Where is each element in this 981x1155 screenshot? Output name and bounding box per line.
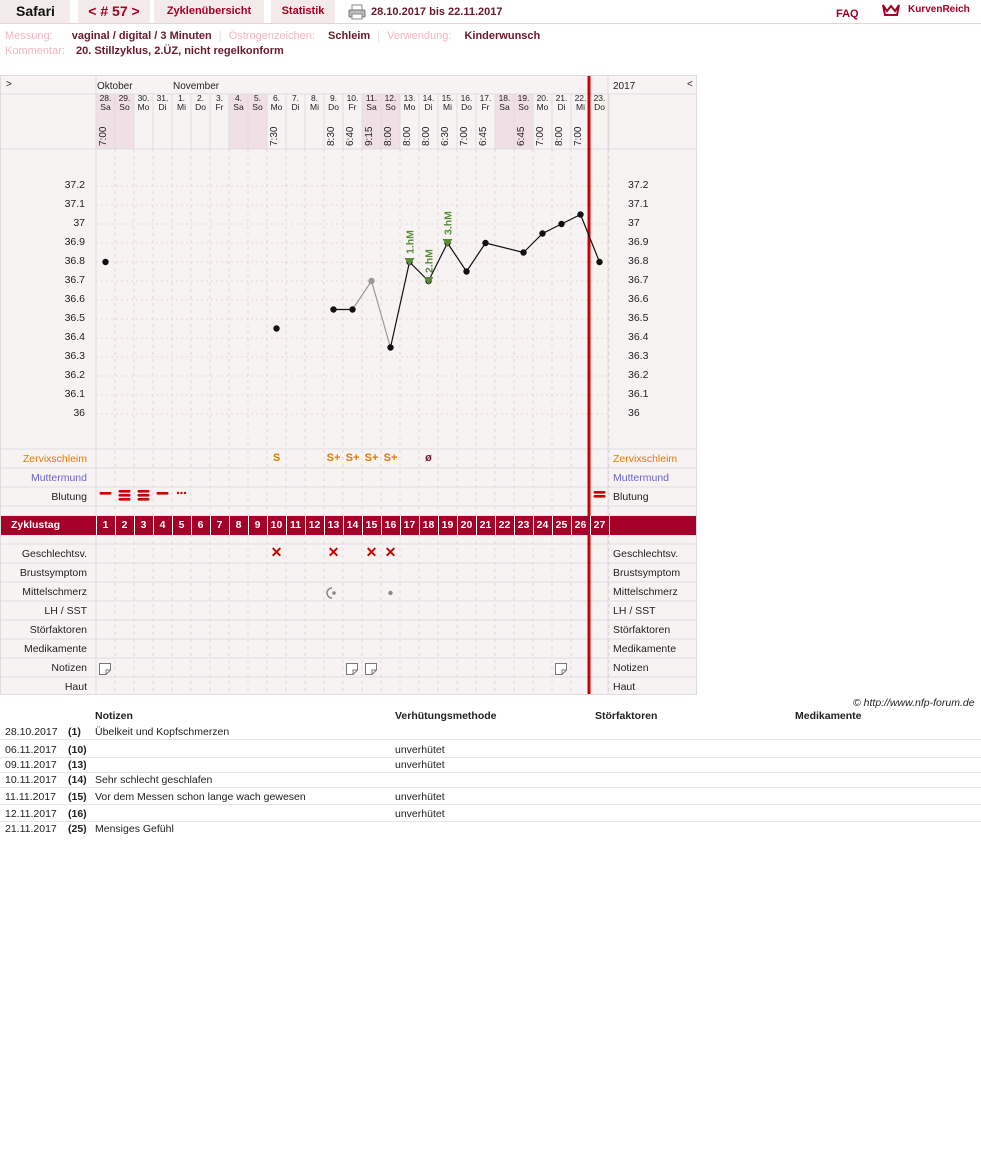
note-cycle-day: (14) <box>68 774 87 786</box>
day-weekday: Sa <box>366 102 377 112</box>
day-date: 31. <box>156 93 169 103</box>
cycle-day-number: 4 <box>159 519 166 531</box>
day-date: 11. <box>365 93 378 103</box>
hm-label: 2.hM <box>423 249 436 273</box>
mittelschmerz-icon <box>324 585 343 601</box>
temp-tick-left: 36 <box>73 407 85 419</box>
row-label-haut: Haut <box>64 681 87 693</box>
day-date: 14. <box>422 93 435 103</box>
measure-time: 8:00 <box>554 126 565 146</box>
hm-label: 1.hM <box>404 230 417 254</box>
note-text: Übelkeit und Kopfschmerzen <box>95 726 230 738</box>
temp-segment <box>391 262 410 348</box>
temperature-curve <box>1 76 697 695</box>
measure-time: 6:40 <box>345 126 356 146</box>
table-row <box>0 789 981 805</box>
temp-segment <box>524 234 543 253</box>
temp-tick-right: 36.5 <box>628 312 649 324</box>
temp-tick-left: 36.8 <box>64 255 85 267</box>
cycle-day-divider <box>533 516 534 535</box>
table-row <box>0 724 981 740</box>
tab-statistics[interactable]: Statistik <box>271 0 335 23</box>
temp-tick-left: 36.3 <box>64 350 85 362</box>
note-date: 12.11.2017 <box>5 808 57 820</box>
day-date: 21. <box>555 93 568 103</box>
day-weekday: Mi <box>177 102 186 112</box>
messung-value: vaginal / digital / 3 Minuten <box>71 30 212 42</box>
day-date: 7. <box>291 93 300 103</box>
temp-point[interactable] <box>539 230 545 236</box>
day-weekday: So <box>252 102 263 112</box>
day-weekday: Do <box>195 102 206 112</box>
measure-time: 6:45 <box>478 126 489 146</box>
note-cycle-day: (1) <box>68 726 81 738</box>
day-weekday: Di <box>158 102 167 112</box>
measure-time: 8:00 <box>383 126 394 146</box>
temp-segment <box>372 281 391 348</box>
cycle-day-number: 6 <box>197 519 204 531</box>
row-label-muttermund: Muttermund <box>30 472 87 484</box>
cycle-day-number: 10 <box>270 519 283 531</box>
row-label-stoer: Störfaktoren <box>29 624 87 636</box>
note-date: 06.11.2017 <box>5 744 57 756</box>
kommentar-label: Kommentar: <box>5 45 65 57</box>
temp-point[interactable] <box>482 240 488 246</box>
note-text: Sehr schlecht geschlafen <box>95 774 213 786</box>
cycle-day-number: 1 <box>102 519 109 531</box>
note-cycle-day: (10) <box>68 744 87 756</box>
temp-tick-right: 36.4 <box>628 331 649 343</box>
cycle-day-divider <box>590 516 591 535</box>
comment-info <box>5 45 284 57</box>
note-date: 09.11.2017 <box>5 759 57 771</box>
cycle-day-number: 26 <box>574 519 587 531</box>
measure-time: 8:00 <box>421 126 432 146</box>
day-weekday: Mi <box>310 102 319 112</box>
day-date: 4. <box>234 93 243 103</box>
day-date: 3. <box>215 93 224 103</box>
temp-tick-left: 36.4 <box>64 331 85 343</box>
day-weekday: Mo <box>270 102 283 112</box>
day-date: 9. <box>329 93 338 103</box>
temp-tick-right: 37 <box>628 217 640 229</box>
oestrogen-value: Schleim <box>328 30 371 42</box>
day-date: 6. <box>272 93 281 103</box>
note-text: Vor dem Messen schon lange wach gewesen <box>95 791 306 803</box>
mittelschmerz-icon <box>381 585 400 601</box>
note-icon[interactable] <box>552 661 571 677</box>
note-date: 28.10.2017 <box>5 726 58 738</box>
hm-label: 3.hM <box>442 211 455 235</box>
temp-tick-left: 36.7 <box>64 274 85 286</box>
day-weekday: So <box>385 102 396 112</box>
row-label-lh: LH / SST <box>44 605 87 617</box>
temp-point[interactable] <box>330 306 336 312</box>
cycle-chart <box>0 75 697 695</box>
temp-tick-right: 36.3 <box>628 350 649 362</box>
day-weekday: Sa <box>100 102 111 112</box>
bleeding-icon <box>96 488 115 504</box>
cycle-day-divider <box>115 516 116 535</box>
kurvenreich-logo-icon <box>881 2 901 18</box>
table-row <box>0 806 981 822</box>
measure-time: 8:00 <box>402 126 413 146</box>
measure-time: 7:00 <box>535 126 546 146</box>
temp-point[interactable] <box>273 325 279 331</box>
temp-point[interactable] <box>102 259 108 265</box>
verwendung-value: Kinderwunsch <box>464 30 541 42</box>
cycle-day-divider <box>609 516 610 535</box>
month-label-november: November <box>173 81 220 92</box>
cycle-day-divider <box>96 516 97 535</box>
day-weekday: Fr <box>348 102 357 112</box>
temp-point[interactable] <box>520 249 526 255</box>
cycle-day-divider <box>514 516 515 535</box>
day-date: 10. <box>346 93 359 103</box>
cycle-day-number: 23 <box>517 519 530 531</box>
print-icon[interactable] <box>348 4 366 20</box>
cycle-day-number: 7 <box>216 519 223 531</box>
day-date: 18. <box>498 93 511 103</box>
temp-segment <box>486 243 524 253</box>
day-weekday: Di <box>557 102 566 112</box>
row-label-notizen: Notizen <box>51 662 87 674</box>
cycle-day-divider <box>476 516 477 535</box>
cycle-day-divider <box>495 516 496 535</box>
temp-tick-right: 36.2 <box>628 369 649 381</box>
cycle-day-divider <box>210 516 211 535</box>
day-date: 8. <box>310 93 319 103</box>
note-verhuetung: unverhütet <box>395 791 445 803</box>
cycle-day-number: 16 <box>384 519 397 531</box>
row-label-brust: Brustsymptom <box>19 567 87 579</box>
cycle-day-divider <box>400 516 401 535</box>
cycle-day-number: 27 <box>593 519 606 531</box>
intercourse-icon: ✕ <box>327 544 340 560</box>
day-weekday: Fr <box>215 102 224 112</box>
zyklustag-label: Zyklustag <box>11 519 61 531</box>
note-icon[interactable] <box>343 661 362 677</box>
note-verhuetung: unverhütet <box>395 744 445 756</box>
temp-tick-left: 37.2 <box>64 179 85 191</box>
cycle-day-divider <box>457 516 458 535</box>
intercourse-icon: ✕ <box>365 544 378 560</box>
hm-marker <box>424 277 434 285</box>
cycle-day-divider <box>362 516 363 535</box>
row-label-mittel-right: Mittelschmerz <box>613 586 678 598</box>
day-weekday: So <box>518 102 529 112</box>
intercourse-icon: ✕ <box>270 544 283 560</box>
day-weekday: Mi <box>443 102 452 112</box>
row-label-zervix-right: Zervixschleim <box>613 453 678 465</box>
day-date: 19. <box>517 93 530 103</box>
month-label-oktober: Oktober <box>97 81 133 92</box>
cycle-day-number: 20 <box>460 519 473 531</box>
note-text: Mensiges Gefühl <box>95 823 174 835</box>
day-weekday: Do <box>328 102 339 112</box>
chart-right-arrow[interactable]: < <box>687 79 693 90</box>
temp-tick-right: 36.6 <box>628 293 649 305</box>
day-weekday: Do <box>594 102 605 112</box>
cycle-day-number: 19 <box>441 519 454 531</box>
day-weekday: Mo <box>137 102 150 112</box>
bleeding-icon <box>153 488 172 504</box>
day-weekday: Di <box>291 102 300 112</box>
row-label-stoer-right: Störfaktoren <box>613 624 671 636</box>
temp-tick-right: 36.7 <box>628 274 649 286</box>
day-date: 28. <box>99 93 112 103</box>
cycle-day-divider <box>267 516 268 535</box>
day-weekday: Di <box>424 102 433 112</box>
cycle-day-number: 12 <box>308 519 321 531</box>
row-label-gv: Geschlechtsv. <box>21 548 87 560</box>
note-cycle-day: (15) <box>68 791 87 803</box>
day-date: 30. <box>137 93 150 103</box>
temp-point[interactable] <box>577 211 583 217</box>
cycle-day-divider <box>571 516 572 535</box>
note-date: 21.11.2017 <box>5 823 57 835</box>
note-date: 10.11.2017 <box>5 774 57 786</box>
cycle-day-number: 14 <box>346 519 359 531</box>
day-date: 2. <box>196 93 205 103</box>
row-label-haut-right: Haut <box>613 681 636 693</box>
temp-tick-left: 37.1 <box>64 198 85 210</box>
cycle-day-number: 18 <box>422 519 435 531</box>
temp-tick-left: 36.2 <box>64 369 85 381</box>
day-weekday: Do <box>461 102 472 112</box>
row-label-zervix: Zervixschleim <box>22 453 87 465</box>
bleeding-icon <box>115 488 134 504</box>
cycle-day-number: 9 <box>254 519 261 531</box>
zervix-symbol: S+ <box>383 452 398 464</box>
day-date: 29. <box>118 93 131 103</box>
zervix-symbol: ø <box>425 452 432 464</box>
row-label-brust-right: Brustsymptom <box>613 567 681 579</box>
note-icon[interactable] <box>362 661 381 677</box>
note-icon[interactable] <box>96 661 115 677</box>
bleeding-icon <box>134 488 153 504</box>
row-label-notizen-right: Notizen <box>613 662 649 674</box>
row-label-muttermund-right: Muttermund <box>613 472 670 484</box>
zervix-symbol: S+ <box>364 452 379 464</box>
cycle-day-divider <box>153 516 154 535</box>
cycle-day-divider <box>172 516 173 535</box>
row-label-mittel: Mittelschmerz <box>22 586 87 598</box>
day-date: 5. <box>253 93 262 103</box>
day-date: 17. <box>479 93 492 103</box>
temp-point[interactable] <box>596 259 602 265</box>
measure-time: 6:30 <box>440 126 451 146</box>
cycle-day-divider <box>191 516 192 535</box>
row-label-blutung-right: Blutung <box>613 491 649 503</box>
cycle-day-divider <box>248 516 249 535</box>
day-date: 22. <box>574 93 587 103</box>
messung-label: Messung: <box>5 30 53 42</box>
row-label-medi-right: Medikamente <box>613 643 677 655</box>
cycle-day-divider <box>381 516 382 535</box>
temp-tick-right: 37.2 <box>628 179 649 191</box>
cycle-day-divider <box>229 516 230 535</box>
header-medikamente: Medikamente <box>795 710 862 722</box>
note-verhuetung: unverhütet <box>395 808 445 820</box>
logo-text[interactable]: KurvenReich <box>908 4 970 15</box>
date-range: 28.10.2017 bis 22.11.2017 <box>371 6 503 18</box>
temp-tick-right: 36.8 <box>628 255 649 267</box>
day-date: 23. <box>593 93 606 103</box>
note-verhuetung: unverhütet <box>395 759 445 771</box>
cycle-day-number: 25 <box>555 519 568 531</box>
oestrogen-label: Östrogenzeichen: <box>228 30 315 42</box>
note-cycle-day: (25) <box>68 823 87 835</box>
measure-time: 7:00 <box>98 126 109 146</box>
cycle-day-number: 21 <box>479 519 492 531</box>
day-weekday: So <box>119 102 130 112</box>
cycle-day-divider <box>343 516 344 535</box>
hm-marker <box>443 239 453 247</box>
faq-link[interactable]: FAQ <box>836 8 859 20</box>
note-cycle-day: (16) <box>68 808 87 820</box>
header-verhuetung: Verhütungsmethode <box>395 710 497 722</box>
day-date: 12. <box>384 93 397 103</box>
row-label-blutung: Blutung <box>51 491 87 503</box>
day-weekday: Mi <box>576 102 585 112</box>
day-date: 20. <box>536 93 549 103</box>
row-label-lh-right: LH / SST <box>613 605 656 617</box>
temp-segment <box>581 215 600 263</box>
copyright[interactable]: © http://www.nfp-forum.de <box>853 697 975 709</box>
header-stoerfaktoren: Störfaktoren <box>595 710 658 722</box>
day-date: 13. <box>403 93 416 103</box>
cycle-nav[interactable]: < # 57 > <box>78 0 150 23</box>
table-row <box>0 821 981 837</box>
cycle-day-number: 22 <box>498 519 511 531</box>
row-label-gv-right: Geschlechtsv. <box>613 548 679 560</box>
measure-time: 8:30 <box>326 126 337 146</box>
row-label-medi: Medikamente <box>23 643 87 655</box>
temp-tick-left: 36.5 <box>64 312 85 324</box>
cycle-day-number: 13 <box>327 519 340 531</box>
header-notizen: Notizen <box>95 710 133 722</box>
temp-tick-left: 36.6 <box>64 293 85 305</box>
chart-left-arrow[interactable]: > <box>6 79 12 90</box>
cycle-day-number: 24 <box>536 519 549 531</box>
kommentar-value: 20. Stillzyklus, 2.ÜZ, nicht regelkonform <box>75 45 284 57</box>
cycle-day-number: 5 <box>178 519 185 531</box>
cycle-day-divider <box>324 516 325 535</box>
intercourse-icon: ✕ <box>384 544 397 560</box>
cycle-day-divider <box>419 516 420 535</box>
temp-tick-right: 36.9 <box>628 236 649 248</box>
day-weekday: Mo <box>403 102 416 112</box>
temp-point[interactable] <box>349 306 355 312</box>
temp-tick-right: 36.1 <box>628 388 649 400</box>
zervix-symbol: S+ <box>326 452 341 464</box>
temp-point[interactable] <box>463 268 469 274</box>
temp-segment <box>353 281 372 310</box>
cycle-day-divider <box>286 516 287 535</box>
day-date: 16. <box>460 93 473 103</box>
measure-time: 6:45 <box>516 126 527 146</box>
cycle-day-divider <box>438 516 439 535</box>
cycle-day-divider <box>552 516 553 535</box>
measure-time: 7:00 <box>573 126 584 146</box>
zervix-symbol: S+ <box>345 452 360 464</box>
temp-point[interactable] <box>387 344 393 350</box>
notes-header <box>0 710 981 724</box>
note-cycle-day: (13) <box>68 759 87 771</box>
temp-point[interactable] <box>368 278 374 284</box>
temp-tick-left: 36.1 <box>64 388 85 400</box>
cycle-day-number: 2 <box>121 519 128 531</box>
table-row <box>0 757 981 773</box>
day-date: 1. <box>177 93 186 103</box>
measurement-info: Messung: vaginal / digital / 3 Minuten | Östrogenzeichen: Schleim | Verwendung: Kinderwunsch <box>5 30 541 42</box>
measure-time: 7:30 <box>269 126 280 146</box>
temp-tick-right: 37.1 <box>628 198 649 210</box>
temp-tick-right: 36 <box>628 407 640 419</box>
cycle-day-number: 3 <box>140 519 147 531</box>
cycle-day-divider <box>134 516 135 535</box>
zervix-symbol: S <box>272 452 281 464</box>
day-date: 15. <box>441 93 454 103</box>
table-row <box>0 772 981 788</box>
temp-point[interactable] <box>558 221 564 227</box>
app-name-tab: Safari <box>0 0 70 23</box>
cycle-day-number: 15 <box>365 519 378 531</box>
tab-cycle-overview[interactable]: Zyklenübersicht <box>154 0 264 23</box>
day-weekday: Sa <box>499 102 510 112</box>
bleeding-icon <box>590 488 609 504</box>
top-bar <box>0 0 981 24</box>
cycle-day-number: 11 <box>289 519 302 531</box>
bleeding-icon <box>172 488 191 504</box>
cycle-day-divider <box>305 516 306 535</box>
cycle-day-number: 17 <box>403 519 416 531</box>
note-date: 11.11.2017 <box>5 791 56 803</box>
year-label: 2017 <box>613 81 636 92</box>
temp-segment <box>467 243 486 272</box>
temp-tick-left: 36.9 <box>64 236 85 248</box>
day-weekday: Sa <box>233 102 244 112</box>
day-weekday: Fr <box>481 102 490 112</box>
measure-time: 9:15 <box>364 126 375 146</box>
verwendung-label: Verwendung: <box>387 30 452 42</box>
temp-tick-left: 37 <box>73 217 85 229</box>
measure-time: 7:00 <box>459 126 470 146</box>
day-weekday: Mo <box>536 102 549 112</box>
table-row <box>0 742 981 758</box>
temp-segment <box>448 243 467 272</box>
cycle-day-number: 8 <box>235 519 242 531</box>
